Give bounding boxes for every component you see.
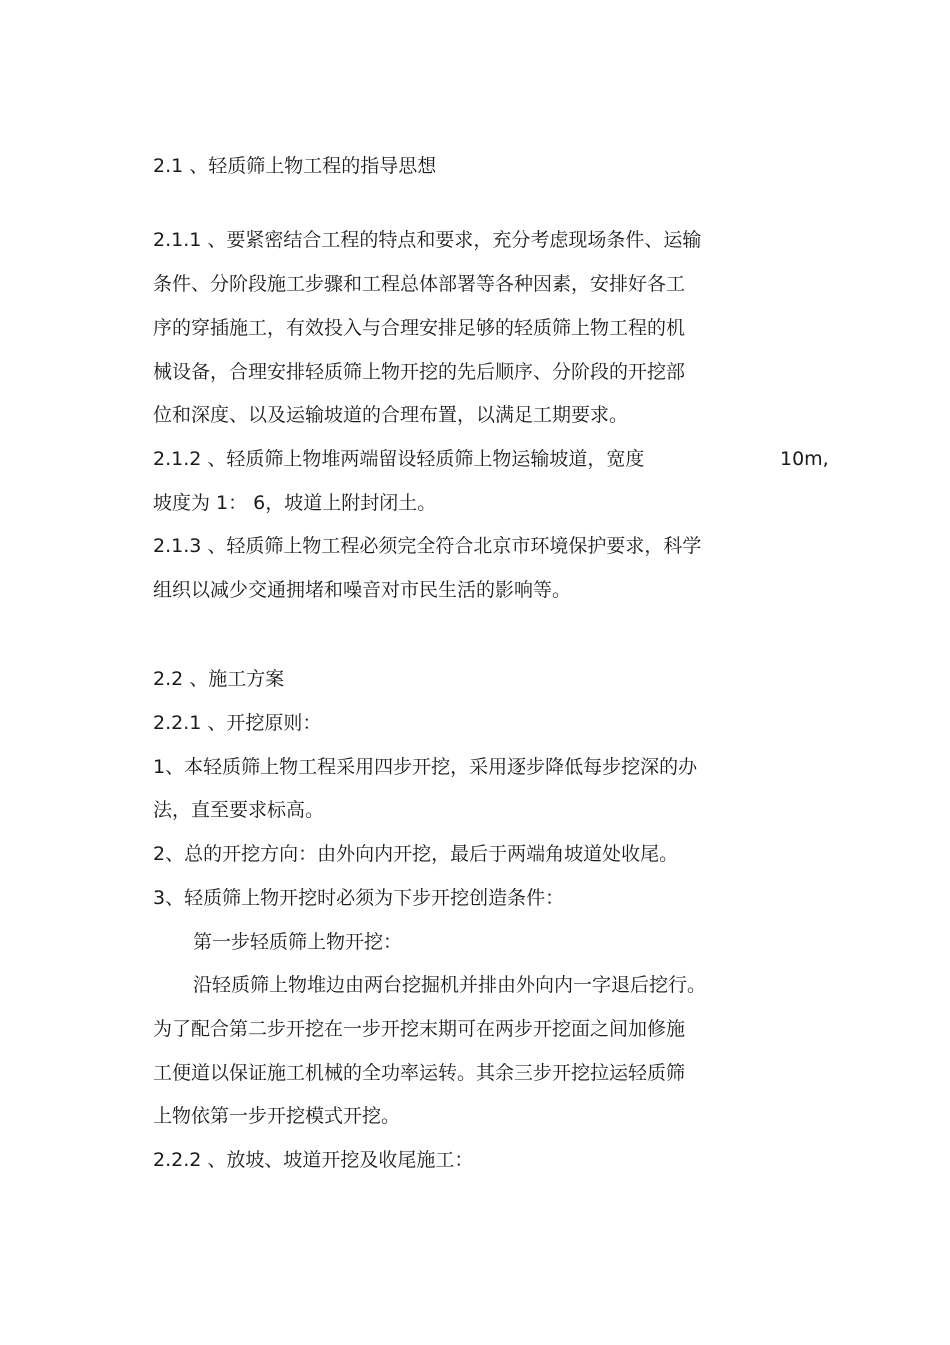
section-heading-2-1: 2.1 、轻质筛上物工程的指导思想 bbox=[153, 155, 437, 177]
paragraph-line: 械设备，合理安排轻质筛上物开挖的先后顺序、分阶段的开挖部 bbox=[153, 361, 686, 383]
section-heading-2-2: 2.2 、施工方案 bbox=[153, 668, 285, 690]
paragraph-line: 2.1.3 、轻质筛上物工程必须完全符合北京市环境保护要求，科学 bbox=[153, 535, 702, 557]
list-item: 2、总的开挖方向：由外向内开挖，最后于两端角坡道处收尾。 bbox=[153, 843, 679, 865]
paragraph-line: 2.1.2 、轻质筛上物堆两端留设轻质筛上物运输坡道，宽度 bbox=[153, 448, 645, 470]
width-value: 10m, bbox=[780, 448, 829, 470]
paragraph-line: 序的穿插施工，有效投入与合理安排足够的轻质筛上物工程的机 bbox=[153, 317, 686, 339]
paragraph-line: 工便道以保证施工机械的全功率运转。其余三步开挖拉运轻质筛 bbox=[153, 1062, 686, 1084]
subsection-heading-2-2-1: 2.2.1 、开挖原则： bbox=[153, 712, 322, 734]
paragraph-line: 沿轻质筛上物堆边由两台挖掘机并排由外向内一字退后挖行。 bbox=[193, 974, 707, 996]
step-heading: 第一步轻质筛上物开挖： bbox=[193, 931, 403, 953]
subsection-heading-2-2-2: 2.2.2 、放坡、坡道开挖及收尾施工： bbox=[153, 1149, 474, 1171]
list-item: 1、本轻质筛上物工程采用四步开挖，采用逐步降低每步挖深的办 bbox=[153, 756, 698, 778]
list-item: 3、轻质筛上物开挖时必须为下步开挖创造条件： bbox=[153, 887, 565, 909]
paragraph-line: 坡度为 1： 6，坡道上附封闭土。 bbox=[153, 492, 437, 514]
paragraph-line: 组织以减少交通拥堵和噪音对市民生活的影响等。 bbox=[153, 579, 572, 601]
paragraph-line: 上物依第一步开挖模式开挖。 bbox=[153, 1105, 401, 1127]
paragraph-line: 位和深度、以及运输坡道的合理布置，以满足工期要求。 bbox=[153, 404, 629, 426]
list-item-continuation: 法，直至要求标高。 bbox=[153, 799, 325, 821]
paragraph-line: 2.1.1 、要紧密结合工程的特点和要求，充分考虑现场条件、运输 bbox=[153, 229, 702, 251]
paragraph-line: 条件、分阶段施工步骤和工程总体部署等各种因素，安排好各工 bbox=[153, 273, 686, 295]
paragraph-line: 为了配合第二步开挖在一步开挖末期可在两步开挖面之间加修施 bbox=[153, 1018, 686, 1040]
